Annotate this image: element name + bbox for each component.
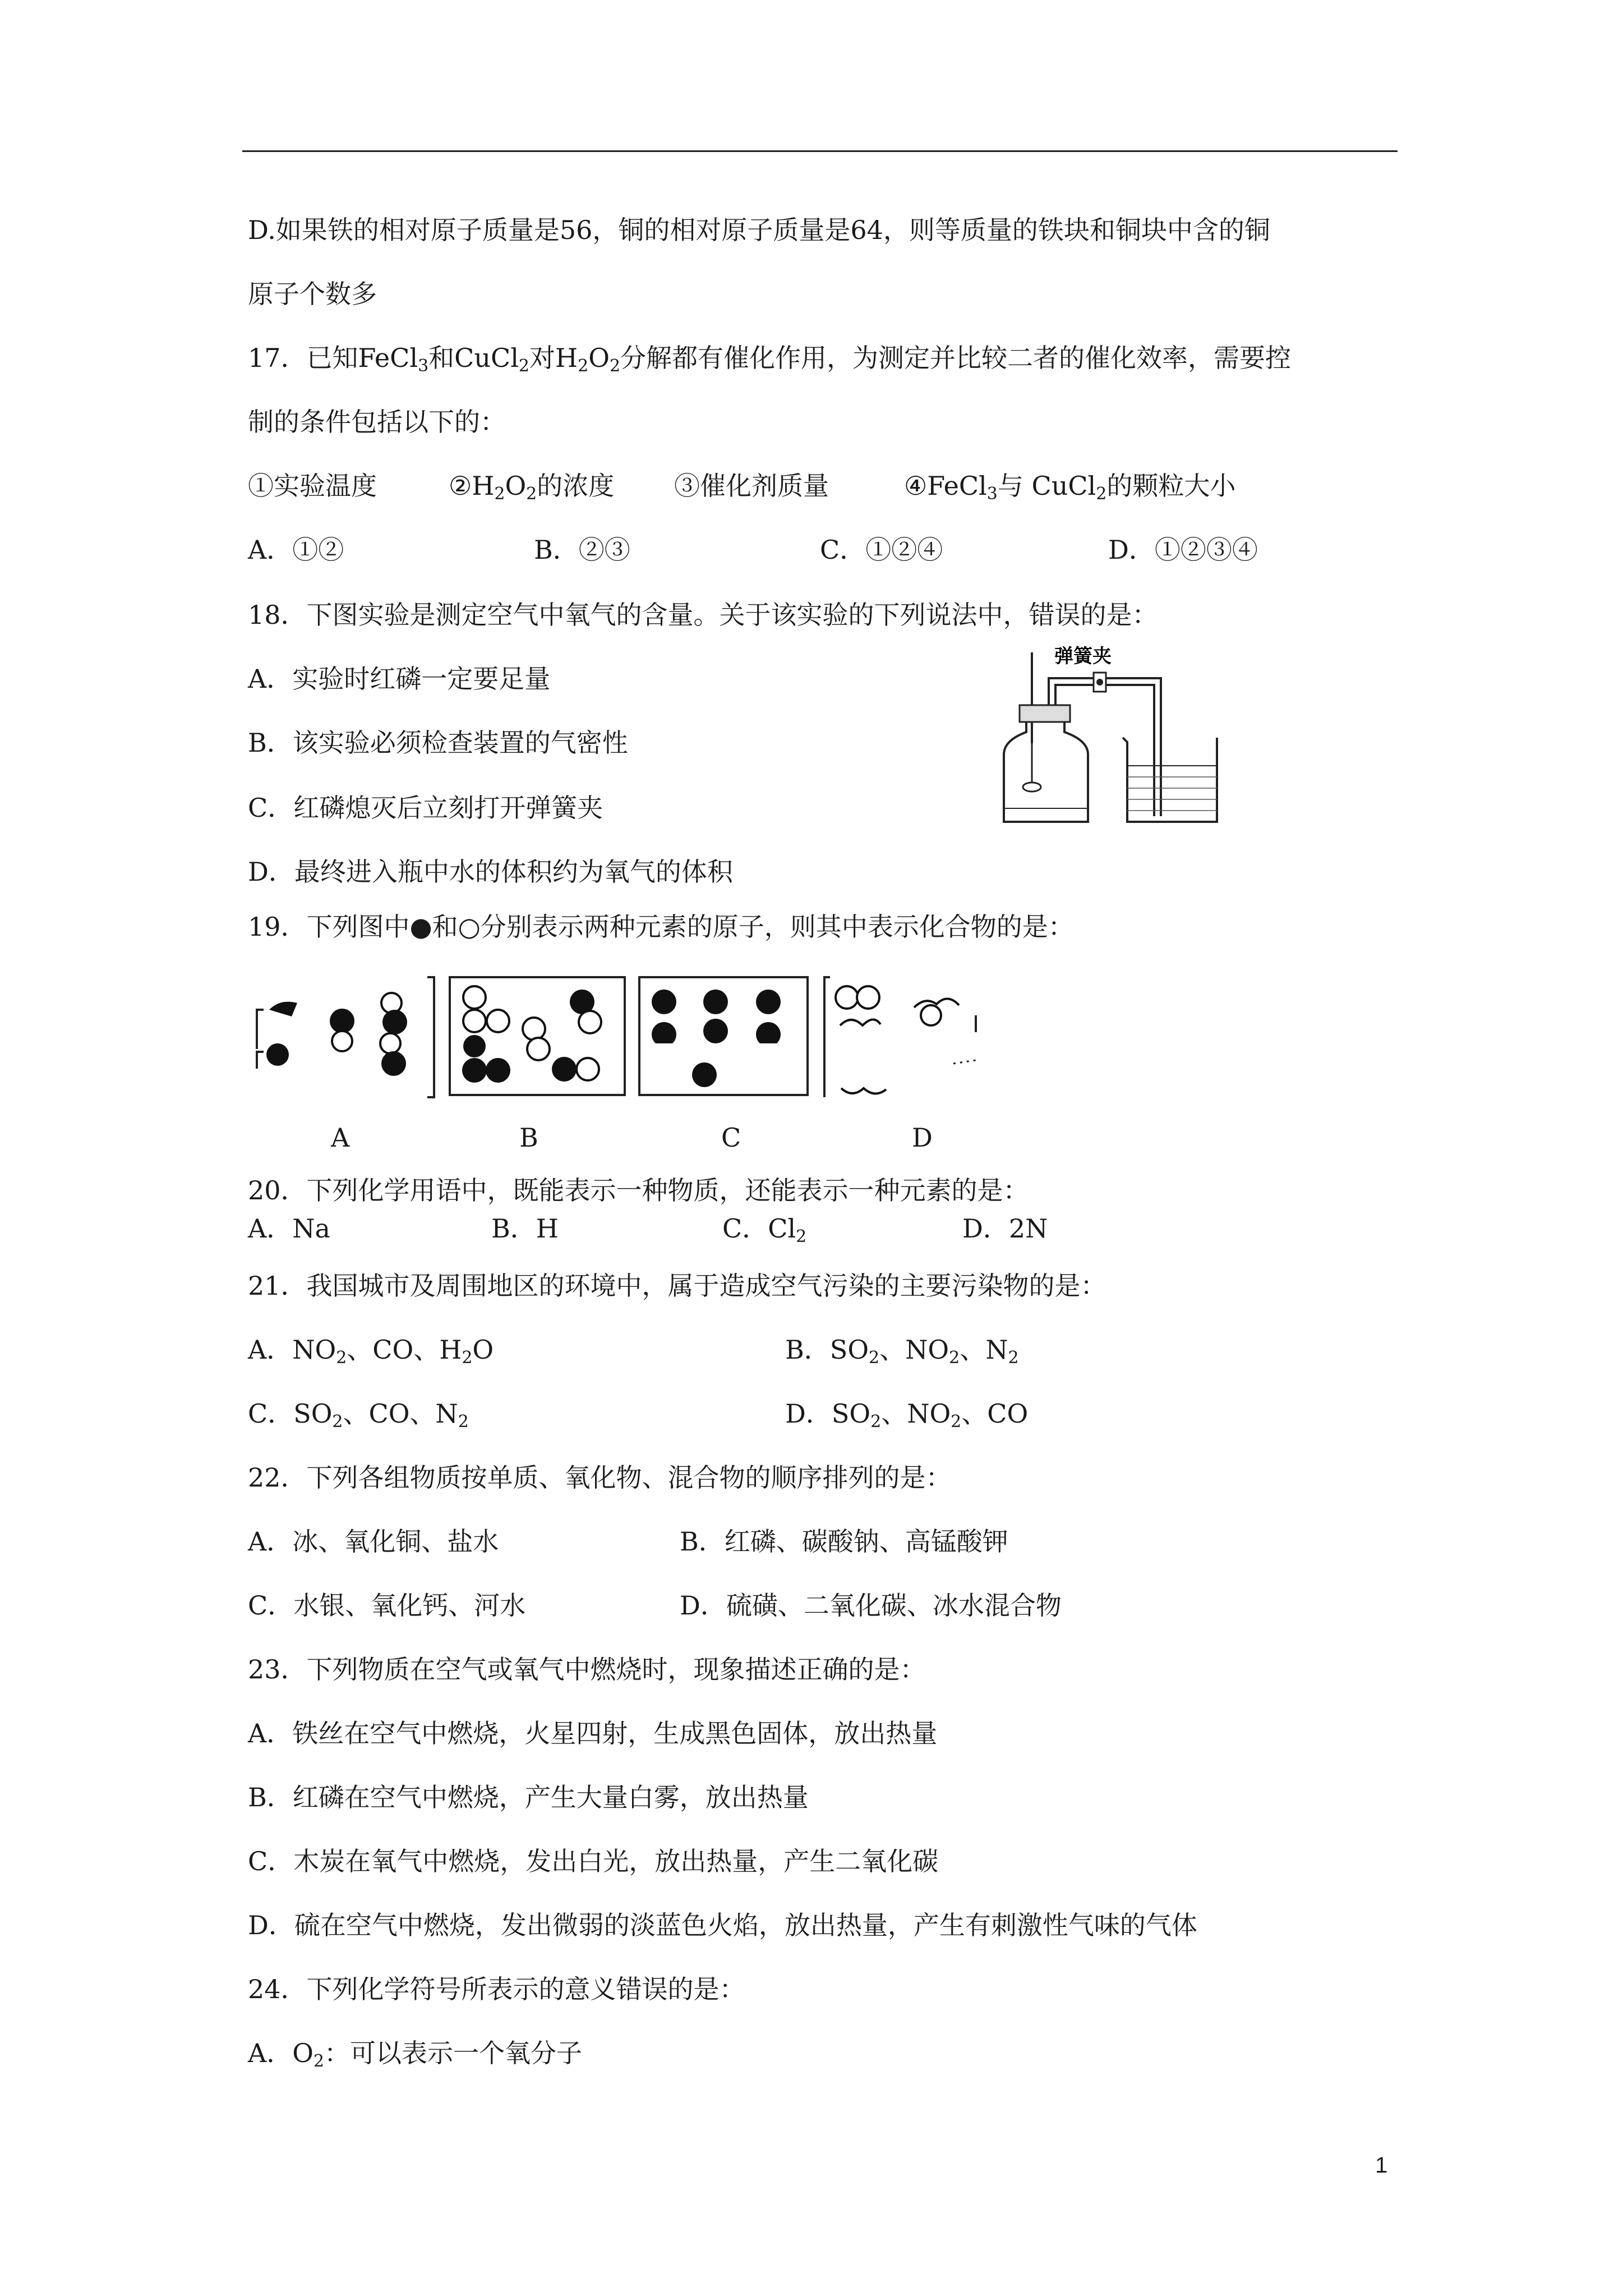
- q24-stem: 24．下列化学符号所表示的意义错误的是：: [248, 1974, 745, 2004]
- q17-condition-3: ③催化剂质量: [674, 471, 829, 501]
- q20-option-d: D．2N: [962, 1213, 1048, 1244]
- q17-option-b: B．②③: [534, 535, 630, 565]
- q23-stem: 23．下列物质在空气或氧气中燃烧时，现象描述正确的是：: [248, 1654, 926, 1685]
- q21-option-b: B．$SO_2$、$NO_2$、$N_2$: [785, 1335, 1019, 1368]
- particle-box-b: [450, 977, 625, 1095]
- header-rule: [242, 150, 1398, 152]
- q17-stem-line1: 17．已知FeCl$_3$和CuCl$_2$对$H_2O_2$分解都有催化作用，为测定并比较二者的催化效率，需要控: [248, 343, 1292, 376]
- q17-condition-4: ④FeCl$_3$与 CuCl$_2$的颗粒大小: [904, 471, 1236, 504]
- q20-option-c: C．$Cl_2$: [722, 1213, 807, 1246]
- q18-stem: 18．下图实验是测定空气中氧气的含量。关于该实验的下列说法中，错误的是：: [248, 600, 1158, 630]
- page-number: 1: [1375, 2153, 1388, 2178]
- q22-option-c: C．水银、氧化钙、河水: [248, 1590, 526, 1621]
- particle-diagrams: [247, 970, 1004, 1105]
- q24-option-a: A．$O_2$：可以表示一个氧分子: [248, 2038, 583, 2071]
- q20-stem: 20．下列化学用语中，既能表示一种物质，还能表示一种元素的是：: [248, 1175, 1029, 1205]
- q17-condition-1: ①实验温度: [248, 471, 377, 501]
- q19-label-b: B: [519, 1122, 538, 1153]
- q18-option-a: A．实验时红磷一定要足量: [248, 664, 551, 694]
- q19-label-a: A: [331, 1122, 350, 1153]
- oxygen-apparatus-figure: [993, 642, 1228, 833]
- q23-option-a: A．铁丝在空气中燃烧，火星四射，生成黑色固体，放出热量: [248, 1718, 938, 1749]
- q17-option-c: C．①②④: [820, 535, 943, 565]
- q18-option-b: B．该实验必须检查装置的气密性: [248, 728, 628, 758]
- particle-box-a: [257, 977, 434, 1097]
- q22-stem: 22．下列各组物质按单质、氧化物、混合物的顺序排列的是：: [248, 1462, 952, 1493]
- q22-option-b: B．红磷、碳酸钠、高锰酸钾: [680, 1526, 1008, 1557]
- spring-clamp-label: 弹簧夹: [1054, 645, 1112, 668]
- q16-option-d-line2: 原子个数多: [248, 279, 377, 309]
- q21-option-d: D．$SO_2$、$NO_2$、CO: [785, 1398, 1029, 1432]
- particle-box-d: [824, 977, 976, 1097]
- q17-stem-line2: 制的条件包括以下的：: [248, 407, 506, 437]
- q23-option-d: D．硫在空气中燃烧，发出微弱的淡蓝色火焰，放出热量，产生有刺激性气味的气体: [248, 1910, 1197, 1940]
- q20-option-a: A．Na: [248, 1213, 330, 1244]
- q17-option-a: A．①②: [248, 535, 344, 565]
- q22-option-d: D．硫磺、二氧化碳、冰水混合物: [680, 1590, 1062, 1621]
- q21-option-c: C．$SO_2$、CO、$N_2$: [248, 1398, 469, 1432]
- q19-label-c: C: [721, 1122, 741, 1153]
- q18-option-c: C．红磷熄灭后立刻打开弹簧夹: [248, 793, 603, 823]
- q20-option-b: B．H: [491, 1213, 559, 1244]
- q21-stem: 21．我国城市及周围地区的环境中，属于造成空气污染的主要污染物的是：: [248, 1271, 1106, 1301]
- q21-option-a: A．$NO_2$、CO、$H_2O$: [248, 1335, 494, 1368]
- q22-option-a: A．冰、氧化铜、盐水: [248, 1526, 499, 1557]
- q16-option-d-line1: D.如果铁的相对原子质量是56，铜的相对原子质量是64，则等质量的铁块和铜块中含的铜: [248, 215, 1270, 245]
- q19-label-d: D: [912, 1122, 933, 1153]
- q23-option-b: B．红磷在空气中燃烧，产生大量白雾，放出热量: [248, 1782, 809, 1812]
- particle-box-c: [639, 977, 808, 1095]
- q23-option-c: C．木炭在氧气中燃烧，发出白光，放出热量，产生二氧化碳: [248, 1846, 939, 1876]
- q17-option-d: D．①②③④: [1108, 535, 1258, 565]
- q18-option-d: D．最终进入瓶中水的体积约为氧气的体积: [248, 857, 733, 887]
- q17-condition-2: $②H_2O_2$的浓度: [449, 471, 615, 504]
- q19-stem: 19．下列图中●和○分别表示两种元素的原子，则其中表示化合物的是：: [248, 912, 1074, 942]
